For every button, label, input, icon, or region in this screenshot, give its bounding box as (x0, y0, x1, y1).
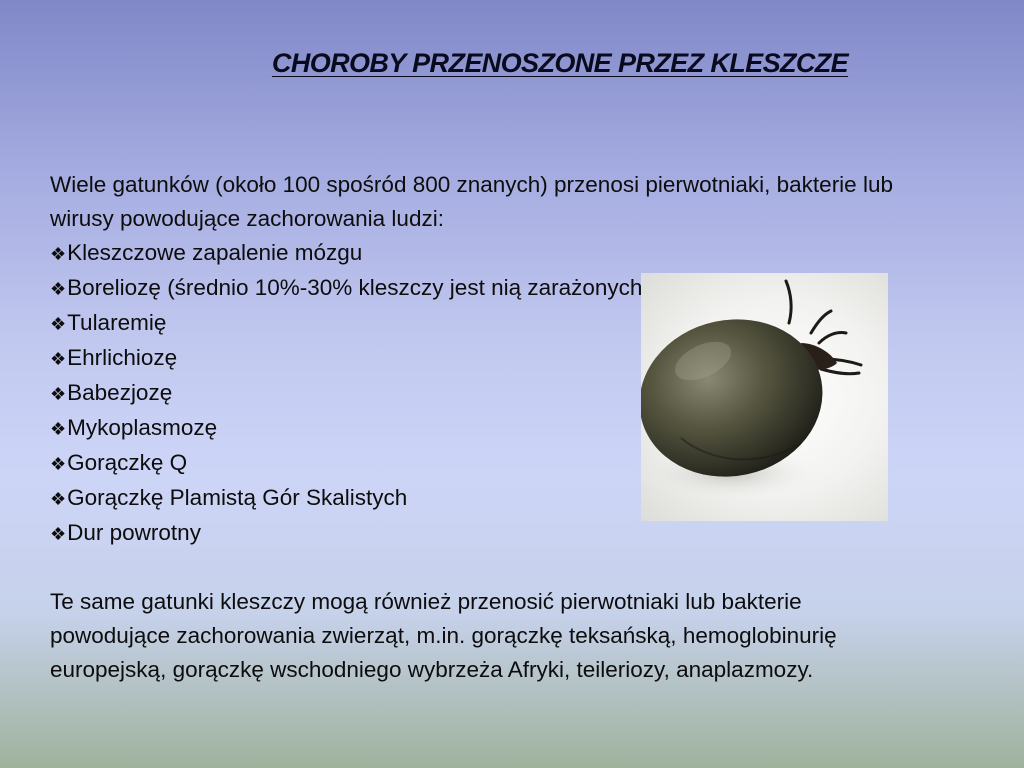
list-item: ❖Kleszczowe zapalenie mózgu (50, 240, 363, 265)
bullet-diamond-icon: ❖ (50, 314, 67, 334)
bullet-diamond-icon: ❖ (50, 279, 67, 299)
list-item: ❖Babezjozę (50, 380, 173, 405)
slide-body (50, 168, 910, 687)
list-item: ❖Tularemię (50, 310, 167, 335)
list-item: ❖Dur powrotny (50, 520, 201, 545)
list-item: ❖Mykoplasmozę (50, 415, 218, 440)
list-item: ❖Ehrlichiozę (50, 345, 178, 370)
outro-paragraph: Te same gatunki kleszczy mogą również przenosić pierwotniaki lub bakterie powodujące zachorowania zwierząt, m.in. gorączkę teksańską, hemoglobinurię europejską, gorączkę wschodniego wybrzeża Afryki, teileriozy, anaplazmozy. (50, 589, 837, 682)
bullet-diamond-icon: ❖ (50, 454, 67, 474)
bullet-diamond-icon: ❖ (50, 349, 67, 369)
intro-paragraph: Wiele gatunków (około 100 spośród 800 znanych) przenosi pierwotniaki, bakterie lub wirusy powodujące zachorowania ludzi: (50, 172, 893, 231)
list-item: ❖Boreliozę (średnio 10%-30% kleszczy jest nią zarażonych (50, 275, 643, 300)
bullet-diamond-icon: ❖ (50, 524, 67, 544)
bullet-diamond-icon: ❖ (50, 489, 67, 509)
bullet-diamond-icon: ❖ (50, 384, 67, 404)
disease-list (50, 236, 910, 551)
bullet-diamond-icon: ❖ (50, 419, 67, 439)
list-item: ❖Gorączkę Q (50, 450, 188, 475)
list-item: ❖Gorączkę Plamistą Gór Skalistych (50, 485, 408, 510)
slide-title: CHOROBY PRZENOSZONE PRZEZ KLESZCZE (271, 48, 849, 78)
bullet-diamond-icon: ❖ (50, 244, 67, 264)
